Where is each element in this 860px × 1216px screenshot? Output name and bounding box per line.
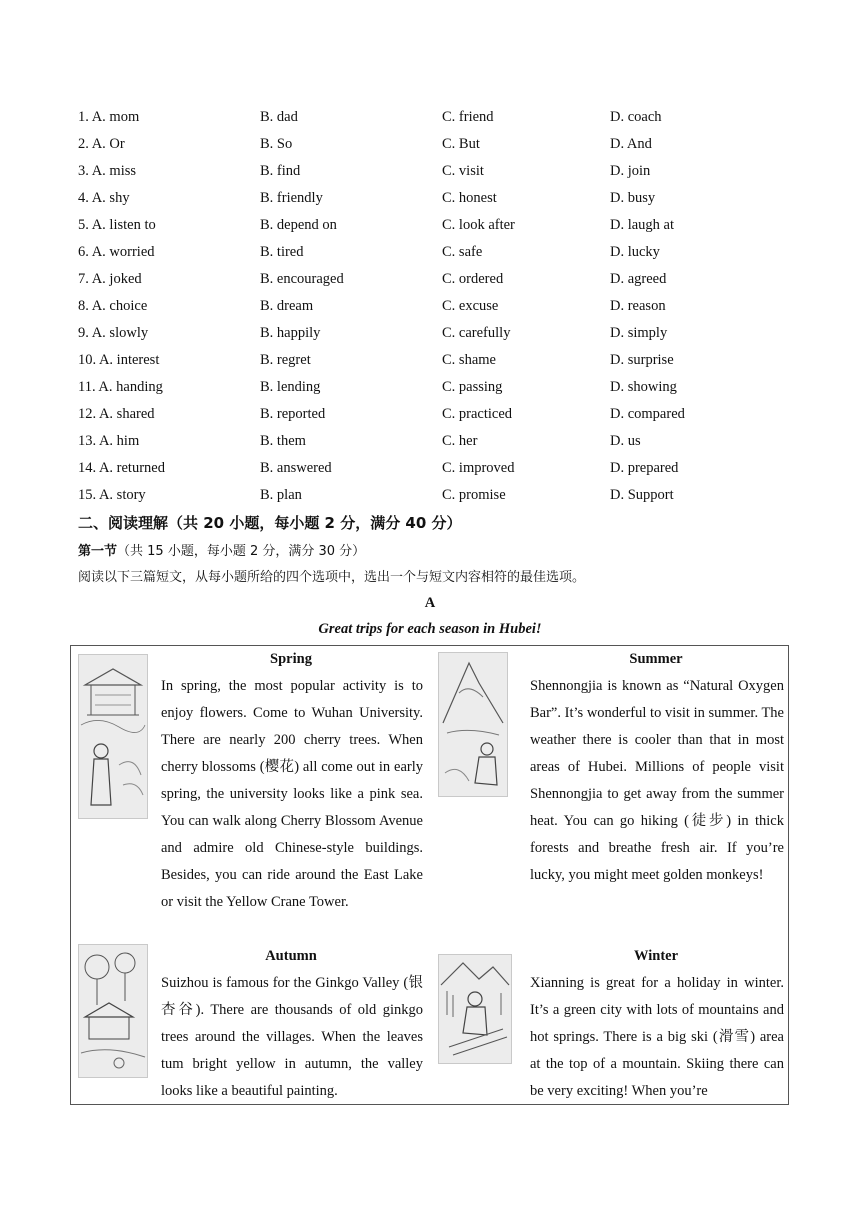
option-a: 4. A. shy (78, 190, 130, 206)
option-row (78, 158, 718, 185)
option-b: B. find (260, 163, 301, 179)
option-row (78, 212, 718, 239)
option-row (78, 266, 718, 293)
autumn-title: Autumn (265, 948, 317, 964)
option-a: 9. A. slowly (78, 325, 149, 341)
seasons-table (70, 645, 789, 1105)
option-a: 15. A. story (78, 487, 146, 503)
option-row (78, 320, 718, 347)
option-d: D. agreed (610, 271, 667, 287)
option-d: D. prepared (610, 460, 679, 476)
option-b: B. encouraged (260, 271, 344, 287)
option-c: C. visit (442, 163, 484, 179)
option-d: D. laugh at (610, 217, 675, 233)
option-row (78, 374, 718, 401)
option-d: D. reason (610, 298, 666, 314)
option-b: B. happily (260, 325, 321, 341)
option-b: B. tired (260, 244, 304, 260)
option-c: C. promise (442, 487, 506, 503)
option-d: D. lucky (610, 244, 660, 260)
option-row (78, 239, 718, 266)
option-row (78, 293, 718, 320)
autumn-illustration-icon (78, 944, 148, 1078)
subsection-label: 第一节 (78, 544, 118, 559)
option-c: C. safe (442, 244, 483, 260)
option-row (78, 428, 718, 455)
option-b: B. them (260, 433, 306, 449)
option-b: B. dad (260, 109, 298, 125)
option-b: B. lending (260, 379, 321, 395)
instructions: 阅读以下三篇短文，从每小题所给的四个选项中，选出一个与短文内容相符的最佳选项。 (78, 570, 586, 585)
option-a: 13. A. him (78, 433, 140, 449)
option-c: C. improved (442, 460, 515, 476)
option-row (78, 401, 718, 428)
option-d: D. busy (610, 190, 656, 206)
option-a: 14. A. returned (78, 460, 165, 476)
option-b: B. regret (260, 352, 311, 368)
option-b: B. friendly (260, 190, 323, 206)
passage-title: Great trips for each season in Hubei! (318, 621, 542, 637)
option-row (78, 455, 718, 482)
option-a: 2. A. Or (78, 136, 125, 152)
option-c: C. friend (442, 109, 494, 125)
option-a: 10. A. interest (78, 352, 160, 368)
option-d: D. compared (610, 406, 685, 422)
winter-title: Winter (633, 948, 679, 964)
option-b: B. reported (260, 406, 326, 422)
option-c: C. her (442, 433, 478, 449)
autumn-text: Suizhou is famous for the Ginkgo Valley (银杏谷). There are thousands of old ginkgo trees around the villages. When the leaves tum bright yellow in autumn, the valley looks like a beautiful painting. (161, 975, 423, 1099)
option-b: B. depend on (260, 217, 337, 233)
passage-letter: A (424, 595, 436, 611)
summer-title: Summer (629, 651, 683, 667)
option-a: 5. A. listen to (78, 217, 156, 233)
option-row (78, 104, 718, 131)
option-c: C. excuse (442, 298, 499, 314)
option-d: D. simply (610, 325, 668, 341)
option-c: C. look after (442, 217, 515, 233)
option-a: 11. A. handing (78, 379, 163, 395)
option-c: C. practiced (442, 406, 513, 422)
option-c: C. ordered (442, 271, 504, 287)
winter-text: Xianning is great for a holiday in winter. It’s a green city with lots of mountains and hot springs. There is a big ski (滑雪) area at the top of a mountain. Skiing there can be very exciting! When you’re (530, 975, 784, 1099)
option-d: D. And (610, 136, 652, 152)
option-a: 7. A. joked (78, 271, 142, 287)
option-a: 8. A. choice (78, 298, 148, 314)
option-b: B. So (260, 136, 293, 152)
option-d: D. us (610, 433, 641, 449)
cloze-options (78, 104, 718, 509)
spring-text: In spring, the most popular activity is to enjoy flowers. Come to Wuhan University. There are nearly 200 cherry trees. When cherry blossoms (樱花) all come out in early spring, the university looks like a pink sea. You can walk along Cherry Blossom Avenue and admire old Chinese-style buildings. Besides, you can ride around the East Lake or visit the Yellow Crane Tower. (161, 678, 423, 910)
option-c: C. But (442, 136, 480, 152)
option-a: 1. A. mom (78, 109, 140, 125)
summer-illustration-icon (438, 652, 508, 797)
option-b: B. dream (260, 298, 314, 314)
option-d: D. surprise (610, 352, 674, 368)
winter-illustration-icon (438, 954, 512, 1064)
subsection-rest: （共 15 小题，每小题 2 分，满分 30 分） (117, 544, 366, 559)
option-d: D. Support (610, 487, 674, 503)
option-b: B. plan (260, 487, 302, 503)
option-d: D. showing (610, 379, 677, 395)
option-row (78, 347, 718, 374)
option-row (78, 185, 718, 212)
option-a: 3. A. miss (78, 163, 137, 179)
option-c: C. carefully (442, 325, 511, 341)
option-b: B. answered (260, 460, 332, 476)
section-title: 二、阅读理解（共 20 小题，每小题 2 分，满分 40 分） (78, 514, 462, 532)
option-a: 12. A. shared (78, 406, 155, 422)
option-c: C. shame (442, 352, 496, 368)
option-c: C. honest (442, 190, 497, 206)
option-c: C. passing (442, 379, 503, 395)
summer-text: Shennongjia is known as “Natural Oxygen Bar”. It’s wonderful to visit in summer. The weather there is cooler than that in most areas of Hubei. Millions of people visit Shennongjia to get away from the summer heat. You can go hiking (徒步) in thick forests and breathe fresh air. If you’re lucky, you might meet golden monkeys! (530, 678, 784, 883)
option-row (78, 482, 718, 509)
spring-title: Spring (270, 651, 312, 667)
option-a: 6. A. worried (78, 244, 155, 260)
option-row (78, 131, 718, 158)
subsection-heading (78, 540, 365, 559)
option-d: D. coach (610, 109, 662, 125)
spring-illustration-icon (78, 654, 148, 819)
option-d: D. join (610, 163, 651, 179)
